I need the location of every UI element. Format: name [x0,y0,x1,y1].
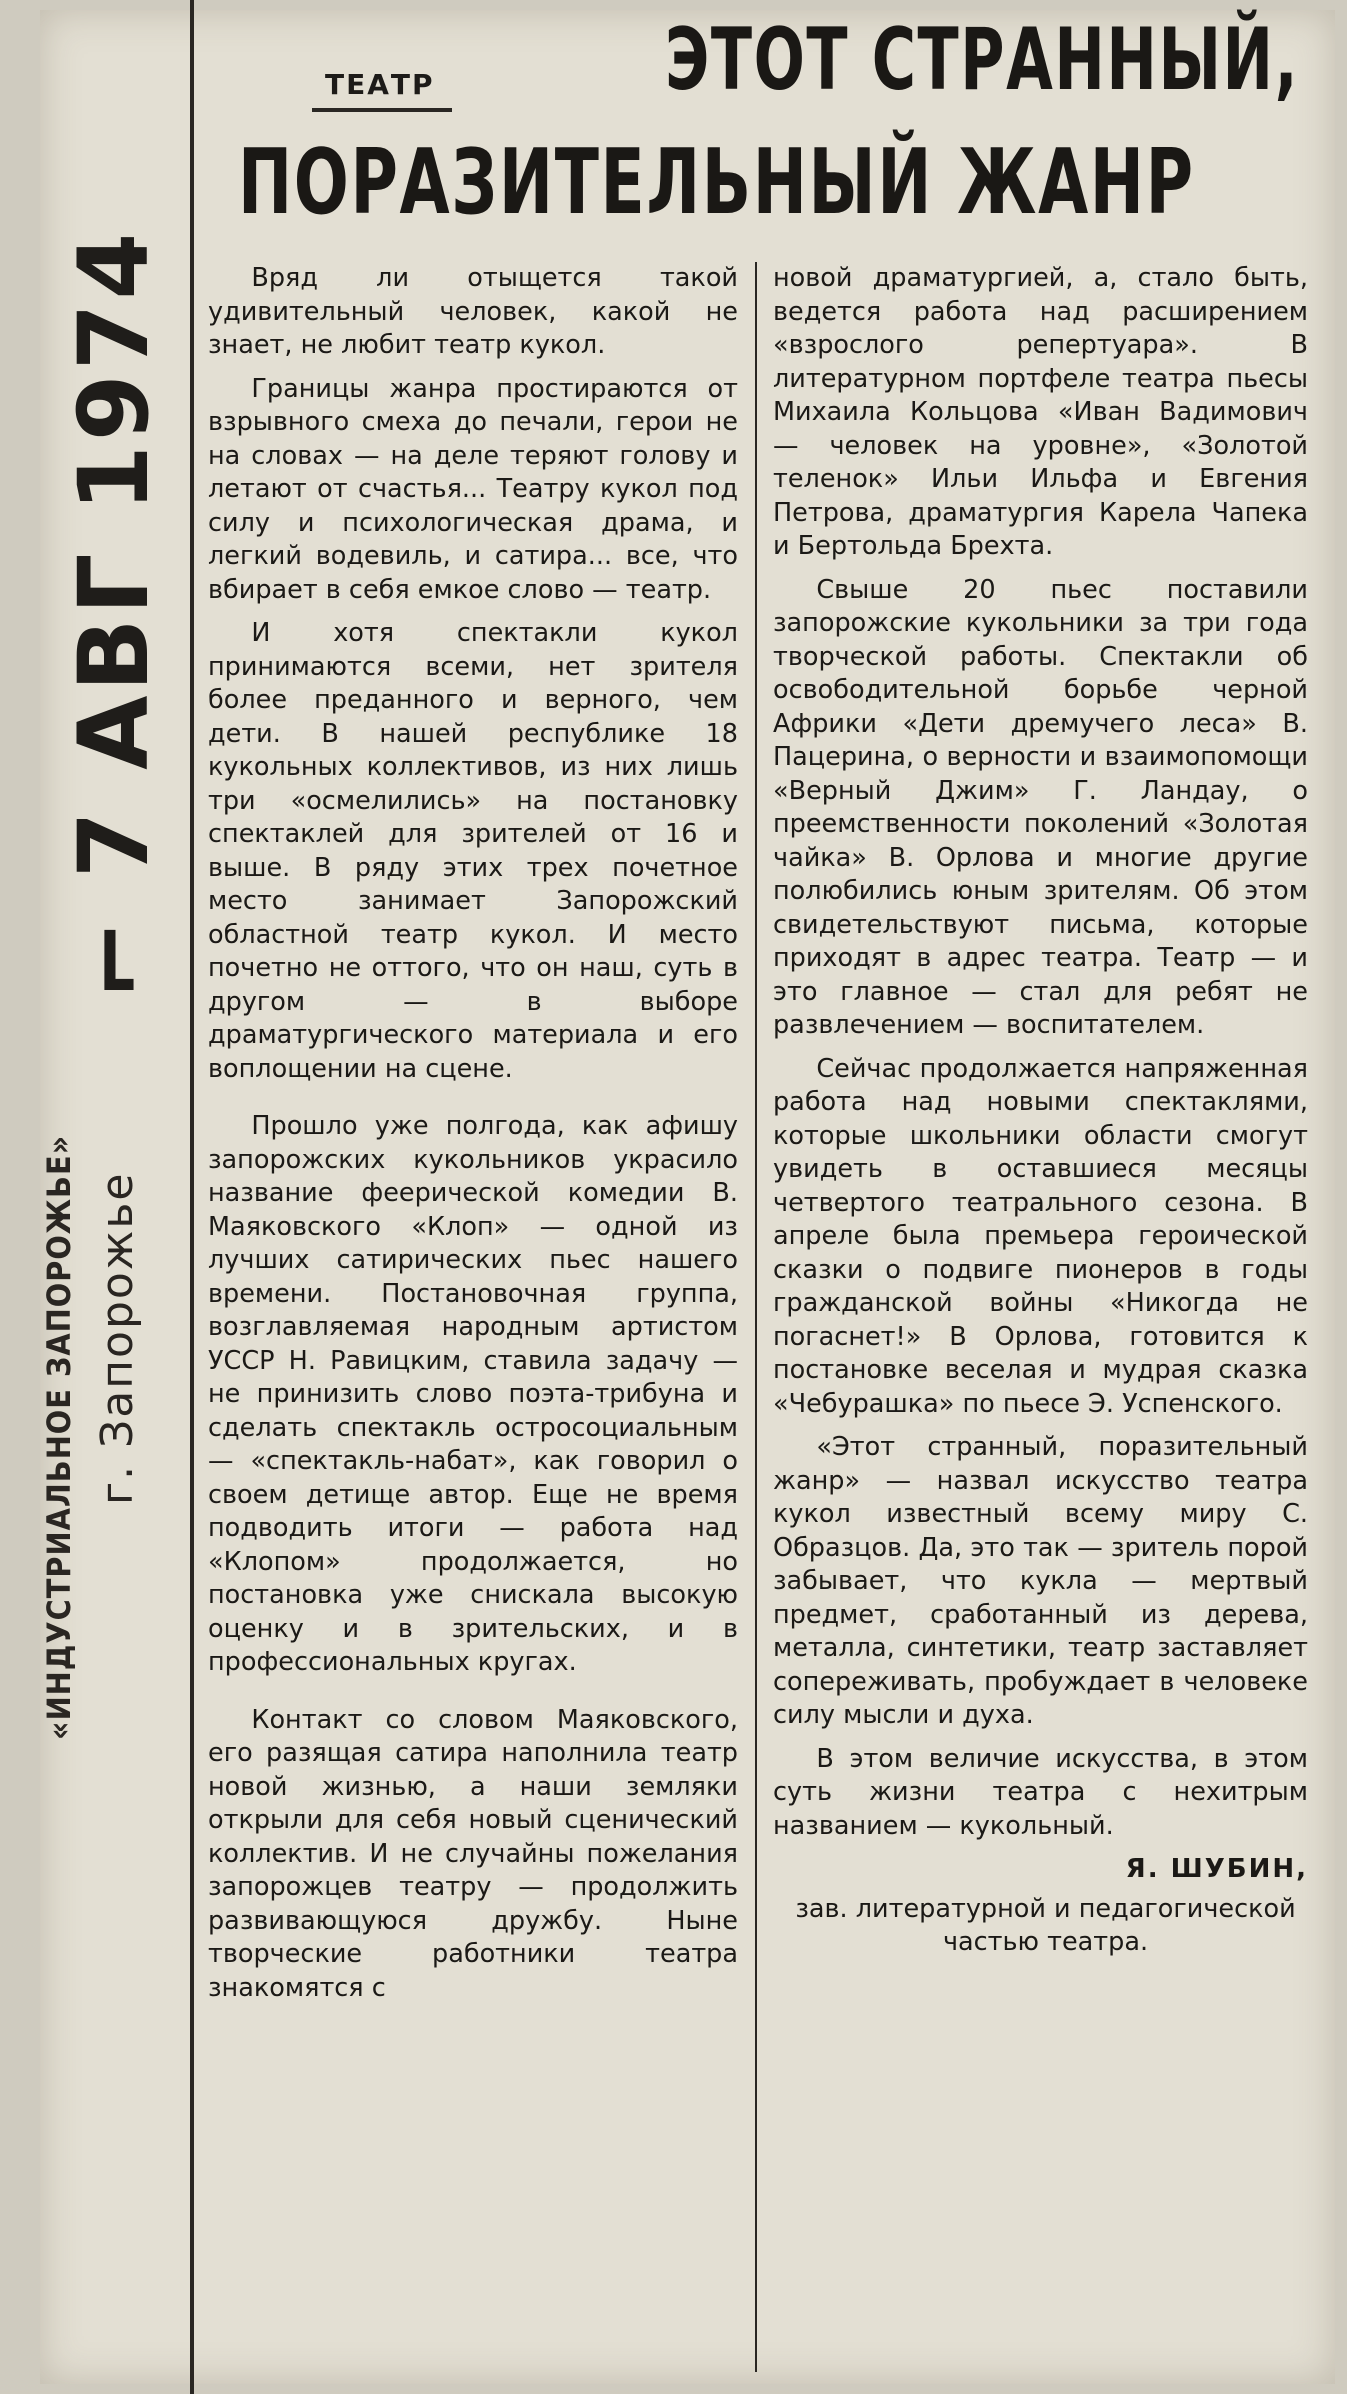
date-stamp-text: 7 АВГ 1974 [58,228,170,879]
paragraph: Прошло уже полгода, как афишу запорожских кукольников украсило название феерической комедии В. Маяковского «Клоп» — одной из лучших сатирических пьес нашего времени. Постановочная группа, возглавляемая народным артистом УССР Н. Равицким, ставила задачу — не принизить слово поэта-трибуна и сделать спектакль остросоциальным — «спектакль-набат», как говорил о своем детище автор. Еще не время подводить итоги — работа над «Клопом» продолжается, но постановка уже снискала высокую оценку и в зрительских, и в профессиональных кругах. [208,1111,738,1677]
rubric-underline [312,108,452,112]
source-newspaper-name: «ИНДУСТРИАЛЬНОЕ ЗАПОРОЖЬЕ» [40,1134,78,1740]
paragraph: В этом величие искусства, в этом суть жизни театра с нехитрым названием — кукольный. [773,1743,1308,1841]
left-border-rule [190,0,194,2394]
paragraph: Сейчас продолжается напряженная работа над новыми спектаклями, которые школьники области смогут увидеть в оставшиеся месяцы четвертого театрального сезона. В апреле была премьера героической сказки о подвиге пионеров в годы гражданской войны «Никогда не погаснет!» В Орлова, готовится к постановке веселая и мудрая сказка «Чебурашка» по пьесе Э. Успенского. [773,1053,1308,1419]
headline-line-2: ПОРАЗИТЕЛЬНЫЙ ЖАНР [238,130,1195,235]
author-role: зав. литературной и педагогической частью театра. [795,1893,1296,1957]
date-stamp-mark: ⌐ [58,878,170,1000]
paragraph: Свыше 20 пьес поставили запорожские кукольники за три года творческой работы. Спектакли об освободительной борьбе черной Африки «Дети дремучего леса» В. Пацерина, о верности и взаимопомощи «Верный Джим» Г. Ландау, о преемственности поколений «Золотая чайка» В. Орлова и многие другие полюбились юным зрителям. Об этом свидетельствуют письма, которые приходят в адрес театра. Театр — и это главное — стал для ребят не развлечением — воспитателем. [773,574,1308,1040]
source-city: г. Запорожье [92,1171,143,1505]
rubric-label: ТЕАТР [325,68,435,101]
paragraph: И хотя спектакли кукол принимаются всеми, нет зрителя более преданного и верного, чем дети. В нашей республике 18 кукольных коллективов, из них лишь три «осмелились» на постановку спектаклей для зрителей от 16 и выше. В ряду этих трех почетное место занимает Запорожский областной театр кукол. И место почетно не оттого, что он наш, суть в другом — в выборе драматургического материала и его воплощении на сцене. [208,618,738,1084]
paragraph: Вряд ли отыщется такой удивительный человек, какой не знает, не любит театр кукол. [208,263,738,360]
paragraph: Контакт со словом Маяковского, его разящая сатира наполнила театр новой жизнью, а наши земляки открыли для себя новый сценический коллектив. И не случайны пожелания запорожцев театру — продолжить развивающуюся дружбу. Ныне творческие работники театра знакомятся с [208,1704,738,2003]
date-stamp [58,229,170,1000]
paragraph: Границы жанра простираются от взрывного смеха до печали, герои не на словах — на деле теряют голову и летают от счастья... Театру кукол под силу и психологическая драма, и легкий водевиль, и сатира... все, что вбирает в себя емкое слово — театр. [208,373,738,605]
headline-line-1: ЭТОТ СТРАННЫЙ, [665,10,1300,110]
paragraph: новой драматургией, а, стало быть, ведется работа над расширением «взрослого репертуара». В литературном портфеле театра пьесы Михаила Кольцова «Иван Вадимович — человек на уровне», «Золотой теленок» Ильи Ильфа и Евгения Петрова, драматургия Карела Чапека и Бертольда Брехта. [773,263,1308,561]
author-name: Я. ШУБИН, [1125,1854,1308,1884]
article-column-right [773,262,1308,1960]
paragraph: «Этот странный, поразительный жанр» — назвал искусство театра кукол известный всему миру С. Образцов. Да, это так — зритель порой забывает, что кукла — мертвый предмет, сработанный из дерева, металла, синтетики, театр заставляет сопереживать, пробуждает в человеке силу мысли и духа. [773,1432,1308,1730]
article-column-left [208,262,738,2015]
column-divider [755,262,757,2372]
